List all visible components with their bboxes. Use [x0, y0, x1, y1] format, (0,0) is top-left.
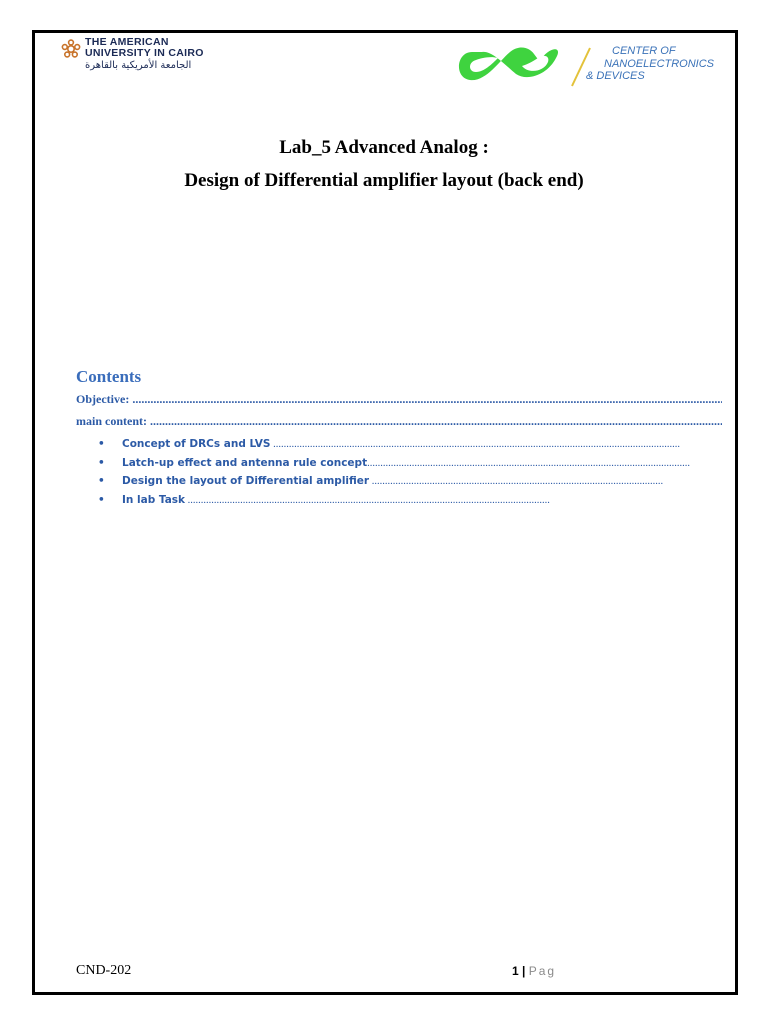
- toc-entry-label: Objective:: [76, 392, 130, 406]
- center-name-line2: NANOELECTRONICS: [604, 57, 715, 70]
- toc-dot-leader: ...............................................................................................................: [369, 476, 664, 487]
- toc-entry-objective[interactable]: [76, 392, 722, 407]
- center-name-line3: & DEVICES: [586, 70, 645, 82]
- page-separator: |: [518, 964, 529, 978]
- toc-subentry-label: In lab Task: [122, 494, 186, 506]
- toc-subentry-label: Latch-up effect and antenna rule concept: [122, 457, 368, 469]
- toc-subentry-latch-up[interactable]: [98, 456, 720, 471]
- center-name-line1: CENTER OF: [612, 45, 676, 57]
- bullet-icon: •: [98, 457, 105, 469]
- university-name-arabic: الجامعة الأمريكية بالقاهرة: [85, 60, 192, 71]
- university-logo: [60, 36, 250, 80]
- document-title-line2: Design of Differential amplifier layout (back end): [184, 170, 584, 191]
- bullet-icon: •: [98, 438, 105, 450]
- toc-entry-label: main content:: [76, 414, 147, 428]
- page-number: 1: [512, 964, 519, 978]
- toc-subentry-in-lab-task[interactable]: [98, 493, 666, 508]
- center-name: [586, 45, 714, 83]
- document-title-line1: Lab_5 Advanced Analog :: [279, 137, 489, 158]
- auc-emblem-icon: [60, 38, 82, 60]
- footer-course-code: CND-202: [76, 963, 132, 978]
- infinity-icon: [452, 40, 592, 90]
- university-name-line2: UNIVERSITY IN CAIRO: [85, 47, 204, 59]
- toc-dot-leader: ...........................................................................................................................................................: [270, 439, 680, 450]
- toc-dot-leader: ..........................................................................................................................................: [185, 495, 550, 506]
- page-label: Pag: [528, 964, 557, 978]
- university-name-line1: THE AMERICAN: [85, 36, 169, 48]
- toc-entry-main-content[interactable]: [76, 414, 722, 429]
- toc-dot-leader: ...........................................................................................................................: [367, 458, 690, 469]
- bullet-icon: •: [98, 475, 105, 487]
- toc-subentry-drc-lvs[interactable]: [98, 437, 722, 452]
- footer-page-number: [512, 964, 556, 978]
- toc-subentry-label: Design the layout of Differential amplifier: [122, 475, 370, 487]
- center-logo: [452, 40, 732, 90]
- bullet-icon: •: [98, 494, 105, 506]
- toc-subentry-design-layout[interactable]: [98, 474, 718, 489]
- contents-heading: Contents: [76, 367, 142, 386]
- toc-subentry-label: Concept of DRCs and LVS: [122, 438, 271, 450]
